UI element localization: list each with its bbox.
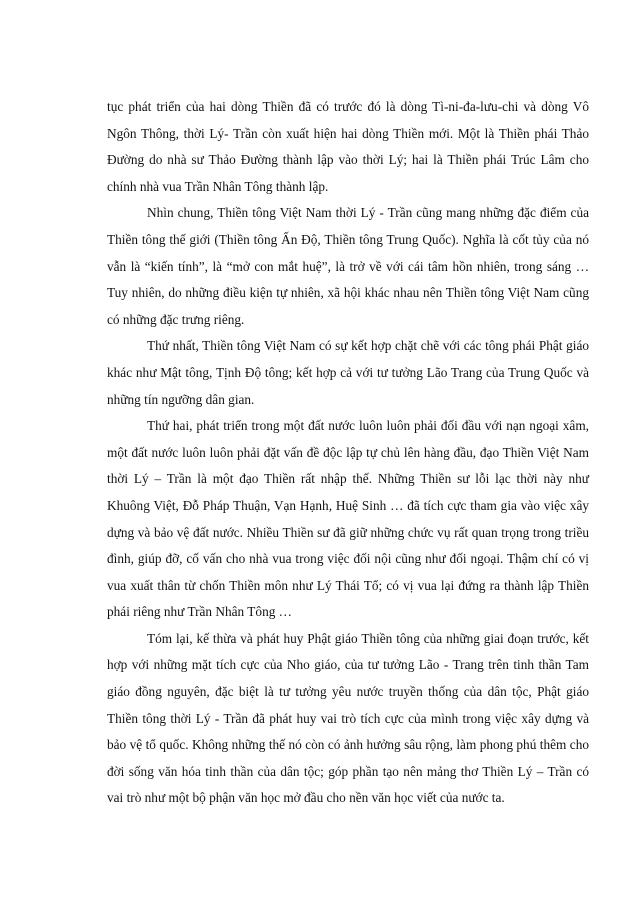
paragraph-2: Nhìn chung, Thiền tông Việt Nam thời Lý - Trần cũng mang những đặc điểm của Thiền tông thế giới (Thiền tông Ấn Độ, Thiền tông Trung Quốc). Nghĩa là cốt tủy của nó vẫn là “kiến tính”, là “mở con mắt huệ”, là trở về với cái tâm hồn nhiên, trong sáng … Tuy nhiên, do những điều kiện tự nhiên, xã hội khác nhau nên Thiền tông Việt Nam cũng có những đặc trưng riêng.	[107, 205, 589, 327]
paragraph-5: Tóm lại, kế thừa và phát huy Phật giáo Thiền tông của những giai đoạn trước, kết hợp với những mặt tích cực của Nho giáo, của tư tưởng Lão - Trang trên tinh thần Tam giáo đồng nguyên, đặc biệt là tư tưởng yêu nước truyền thống của dân tộc, Phật giáo Thiền tông thời Lý - Trần đã phát huy vai trò tích cực của mình trong việc xây dựng và bảo vệ tổ quốc. Không những thế nó còn có ảnh hưởng sâu rộng, làm phong phú thêm cho đời sống văn hóa tinh thần của dân tộc; góp phần tạo nên mảng thơ Thiền Lý – Trần có vai trò như một bộ phận văn học mở đầu cho nền văn học viết của nước ta.	[107, 630, 589, 806]
paragraph-1: tục phát triển của hai dòng Thiền đã có trước đó là dòng Tì-ni-đa-lưu-chi và dòng Vô Ngôn Thông, thời Lý- Trần còn xuất hiện hai dòng Thiền mới. Một là Thiền phái Thảo Đường do nhà sư Thảo Đường thành lập vào thời Lý; hai là Thiền phái Trúc Lâm cho chính nhà vua Trần Nhân Tông thành lập.	[107, 99, 589, 194]
document-body	[107, 94, 589, 812]
paragraph-3: Thứ nhất, Thiền tông Việt Nam có sự kết hợp chặt chẽ với các tông phái Phật giáo khác như Mật tông, Tịnh Độ tông; kết hợp cả với tư tưởng Lão Trang của Trung Quốc và những tín ngưỡng dân gian.	[107, 338, 589, 407]
paragraph-4: Thứ hai, phát triển trong một đất nước luôn luôn phải đối đầu với nạn ngoại xâm, một đất nước luôn luôn phải đặt vấn đề độc lập tự chủ lên hàng đầu, đạo Thiền Việt Nam thời Lý – Trần là một đạo Thiền rất nhập thế. Những Thiền sư lỗi lạc thời này như Khuông Việt, Đỗ Pháp Thuận, Vạn Hạnh, Huệ Sinh … đã tích cực tham gia vào việc xây dựng và bảo vệ đất nước. Nhiều Thiền sư đã giữ những chức vụ rất quan trọng trong triều đình, giúp đỡ, cố vấn cho nhà vua trong việc đối nội cũng như đối ngoại. Thậm chí có vị vua xuất thân từ chốn Thiền môn như Lý Thái Tổ; có vị vua lại đứng ra thành lập Thiền phái riêng như Trần Nhân Tông …	[107, 418, 589, 620]
